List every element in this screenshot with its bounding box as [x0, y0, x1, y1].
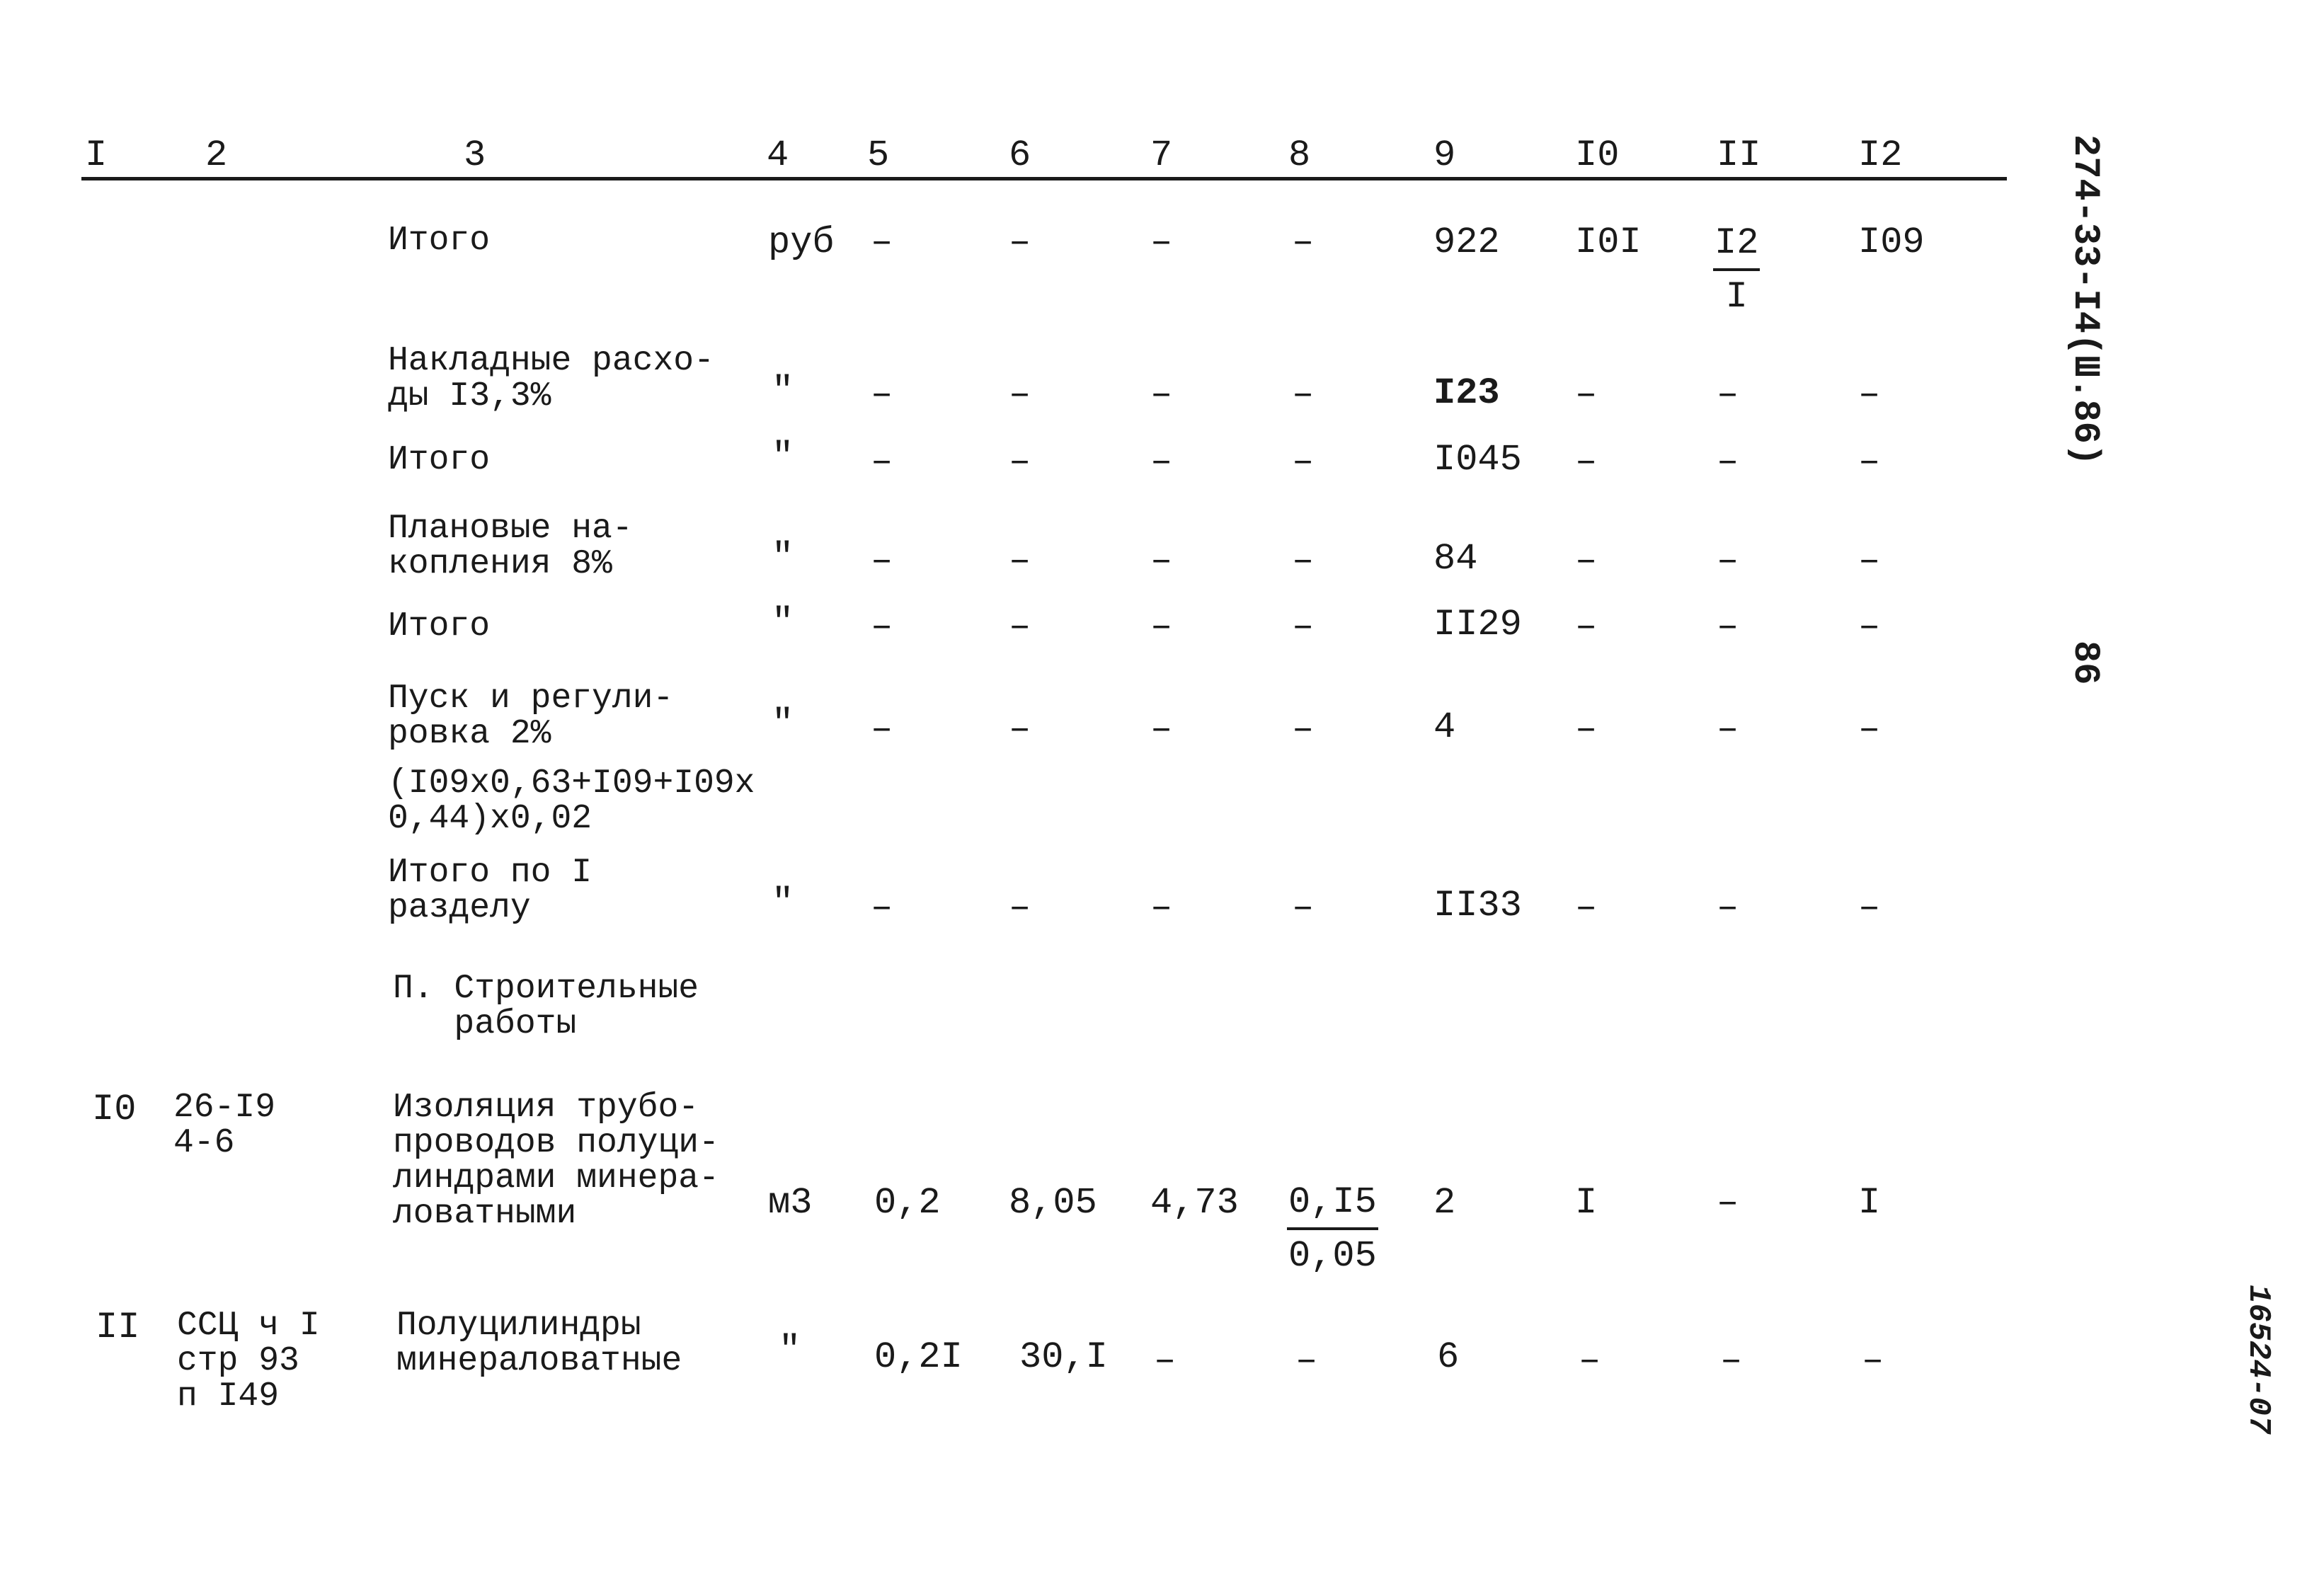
row-itogo1-c12: I09 — [1858, 222, 1925, 263]
header-rule — [81, 177, 2007, 180]
row-10-c7: 4,73 — [1150, 1182, 1239, 1224]
row-itogo3-c9: II29 — [1433, 604, 1522, 646]
row-itogo2-c11: – — [1717, 441, 1739, 483]
section-heading: П. Строительные работы — [393, 970, 699, 1043]
row-nakladnye-name: Накладные расхо- ды I3,3% — [388, 342, 714, 415]
row-10-name: Изоляция трубо- проводов полуци- линдрами минера- ловатными — [393, 1089, 719, 1233]
row-11-c5: 0,2I — [874, 1336, 963, 1378]
row-itogo3-c12: – — [1858, 606, 1881, 648]
row-10-c11: – — [1717, 1182, 1739, 1224]
row-itogo1-c7: – — [1150, 222, 1173, 263]
row-itogo3-c10: – — [1575, 606, 1598, 648]
row-itogo3-c8: – — [1292, 606, 1315, 648]
row-itogo1-name: Итого — [388, 222, 491, 260]
row-itogo2-unit: " — [772, 436, 794, 478]
row-pusk-unit: " — [772, 703, 794, 745]
row-itogo-razdel-c7: – — [1150, 887, 1173, 929]
row-nakladnye-c7: – — [1150, 374, 1173, 415]
row-itogo2-c6: – — [1009, 441, 1031, 483]
row-planovye-c8: – — [1292, 540, 1315, 582]
row-itogo2-c5: – — [871, 441, 893, 483]
row-itogo1-unit: руб — [768, 222, 835, 263]
row-10-c12: I — [1858, 1182, 1881, 1224]
row-itogo2-c7: – — [1150, 441, 1173, 483]
archive-stamp: 16524-07 — [2240, 1285, 2276, 1435]
col-header-2: 2 — [205, 134, 228, 176]
col-header-4: 4 — [767, 134, 789, 176]
row-11-unit: " — [779, 1329, 801, 1371]
fraction-numerator: I2 — [1713, 223, 1760, 271]
col-header-11: II — [1717, 134, 1761, 176]
fraction-denominator: I — [1725, 276, 1748, 318]
col-header-5: 5 — [867, 134, 890, 176]
row-11-c10: – — [1579, 1340, 1601, 1382]
row-pusk-c10: – — [1575, 709, 1598, 750]
row-pusk-formula: (I09x0,63+I09+I09x 0,44)x0,02 — [388, 764, 755, 838]
row-nakladnye-c11: – — [1717, 374, 1739, 415]
row-pusk-name: Пуск и регули- ровка 2% — [388, 679, 674, 753]
row-itogo3-c5: – — [871, 606, 893, 648]
row-itogo2-c12: – — [1858, 441, 1881, 483]
row-10-c6: 8,05 — [1009, 1182, 1097, 1224]
row-itogo1-c11-fraction — [1713, 223, 1760, 318]
row-itogo-razdel-unit: " — [772, 882, 794, 924]
col-header-10: I0 — [1575, 134, 1620, 176]
row-itogo2-c10: – — [1575, 441, 1598, 483]
row-planovye-c5: – — [871, 540, 893, 582]
fraction-denominator: 0,05 — [1288, 1235, 1377, 1277]
page-number: 86 — [2064, 641, 2106, 685]
row-11-c9: 6 — [1437, 1336, 1460, 1378]
row-nakladnye-c8: – — [1292, 374, 1315, 415]
row-itogo-razdel-c5: – — [871, 887, 893, 929]
row-10-code: 26-I9 4-6 — [173, 1089, 276, 1162]
row-itogo-razdel-c9: II33 — [1433, 885, 1522, 927]
row-itogo3-c6: – — [1009, 606, 1031, 648]
row-10-c10: I — [1575, 1182, 1598, 1224]
col-header-9: 9 — [1433, 134, 1456, 176]
row-11-c8: – — [1295, 1340, 1318, 1382]
row-pusk-c6: – — [1009, 709, 1031, 750]
row-10-number: I0 — [92, 1089, 137, 1130]
row-itogo2-name: Итого — [388, 441, 491, 479]
row-itogo2-c9: I045 — [1433, 439, 1522, 481]
row-11-c11: – — [1720, 1340, 1743, 1382]
col-header-3: 3 — [464, 134, 486, 176]
fraction-numerator: 0,I5 — [1287, 1182, 1378, 1230]
row-pusk-c7: – — [1150, 709, 1173, 750]
row-10-c5: 0,2 — [874, 1182, 941, 1224]
row-pusk-c8: – — [1292, 709, 1315, 750]
row-itogo-razdel-c11: – — [1717, 887, 1739, 929]
row-itogo1-c5: – — [871, 222, 893, 263]
col-header-1: I — [85, 134, 108, 176]
row-planovye-c11: – — [1717, 540, 1739, 582]
row-nakladnye-c6: – — [1009, 374, 1031, 415]
row-11-c12: – — [1862, 1340, 1884, 1382]
row-itogo-razdel-c6: – — [1009, 887, 1031, 929]
row-planovye-c10: – — [1575, 540, 1598, 582]
row-nakladnye-c9: I23 — [1433, 372, 1500, 414]
row-11-c6: 30,I — [1019, 1336, 1108, 1378]
row-itogo1-c10: I0I — [1575, 222, 1642, 263]
row-pusk-c12: – — [1858, 709, 1881, 750]
col-header-12: I2 — [1858, 134, 1903, 176]
row-planovye-c9: 84 — [1433, 538, 1478, 580]
row-pusk-c5: – — [871, 709, 893, 750]
row-itogo3-c7: – — [1150, 606, 1173, 648]
row-11-name: Полуцилиндры минераловатные — [396, 1307, 682, 1380]
col-header-7: 7 — [1150, 134, 1173, 176]
row-itogo1-c9: 922 — [1433, 222, 1500, 263]
row-itogo3-unit: " — [772, 602, 794, 643]
row-10-c8-fraction — [1287, 1182, 1378, 1277]
row-11-code: ССЦ ч I стр 93 п I49 — [177, 1307, 320, 1416]
row-itogo-razdel-c8: – — [1292, 887, 1315, 929]
row-nakladnye-c5: – — [871, 374, 893, 415]
row-itogo1-c6: – — [1009, 222, 1031, 263]
row-itogo1-c8: – — [1292, 222, 1315, 263]
row-nakladnye-c10: – — [1575, 374, 1598, 415]
row-planovye-c7: – — [1150, 540, 1173, 582]
row-planovye-c12: – — [1858, 540, 1881, 582]
row-planovye-unit: " — [772, 537, 794, 578]
col-header-6: 6 — [1009, 134, 1031, 176]
row-pusk-c9: 4 — [1433, 706, 1456, 748]
row-itogo-razdel-name: Итого по I разделу — [388, 854, 593, 927]
document-code: 274-33-I4(Ш.86) — [2064, 134, 2106, 466]
row-itogo-razdel-c12: – — [1858, 887, 1881, 929]
row-planovye-c6: – — [1009, 540, 1031, 582]
row-itogo3-c11: – — [1717, 606, 1739, 648]
row-11-c7: – — [1154, 1340, 1177, 1382]
row-11-number: II — [96, 1307, 140, 1348]
row-10-c9: 2 — [1433, 1182, 1456, 1224]
row-itogo2-c8: – — [1292, 441, 1315, 483]
row-itogo3-name: Итого — [388, 607, 491, 646]
row-nakladnye-c12: – — [1858, 374, 1881, 415]
row-nakladnye-unit: " — [772, 370, 794, 412]
row-10-unit: м3 — [768, 1182, 813, 1224]
row-itogo-razdel-c10: – — [1575, 887, 1598, 929]
col-header-8: 8 — [1288, 134, 1311, 176]
row-planovye-name: Плановые на- копления 8% — [388, 510, 633, 583]
row-pusk-c11: – — [1717, 709, 1739, 750]
